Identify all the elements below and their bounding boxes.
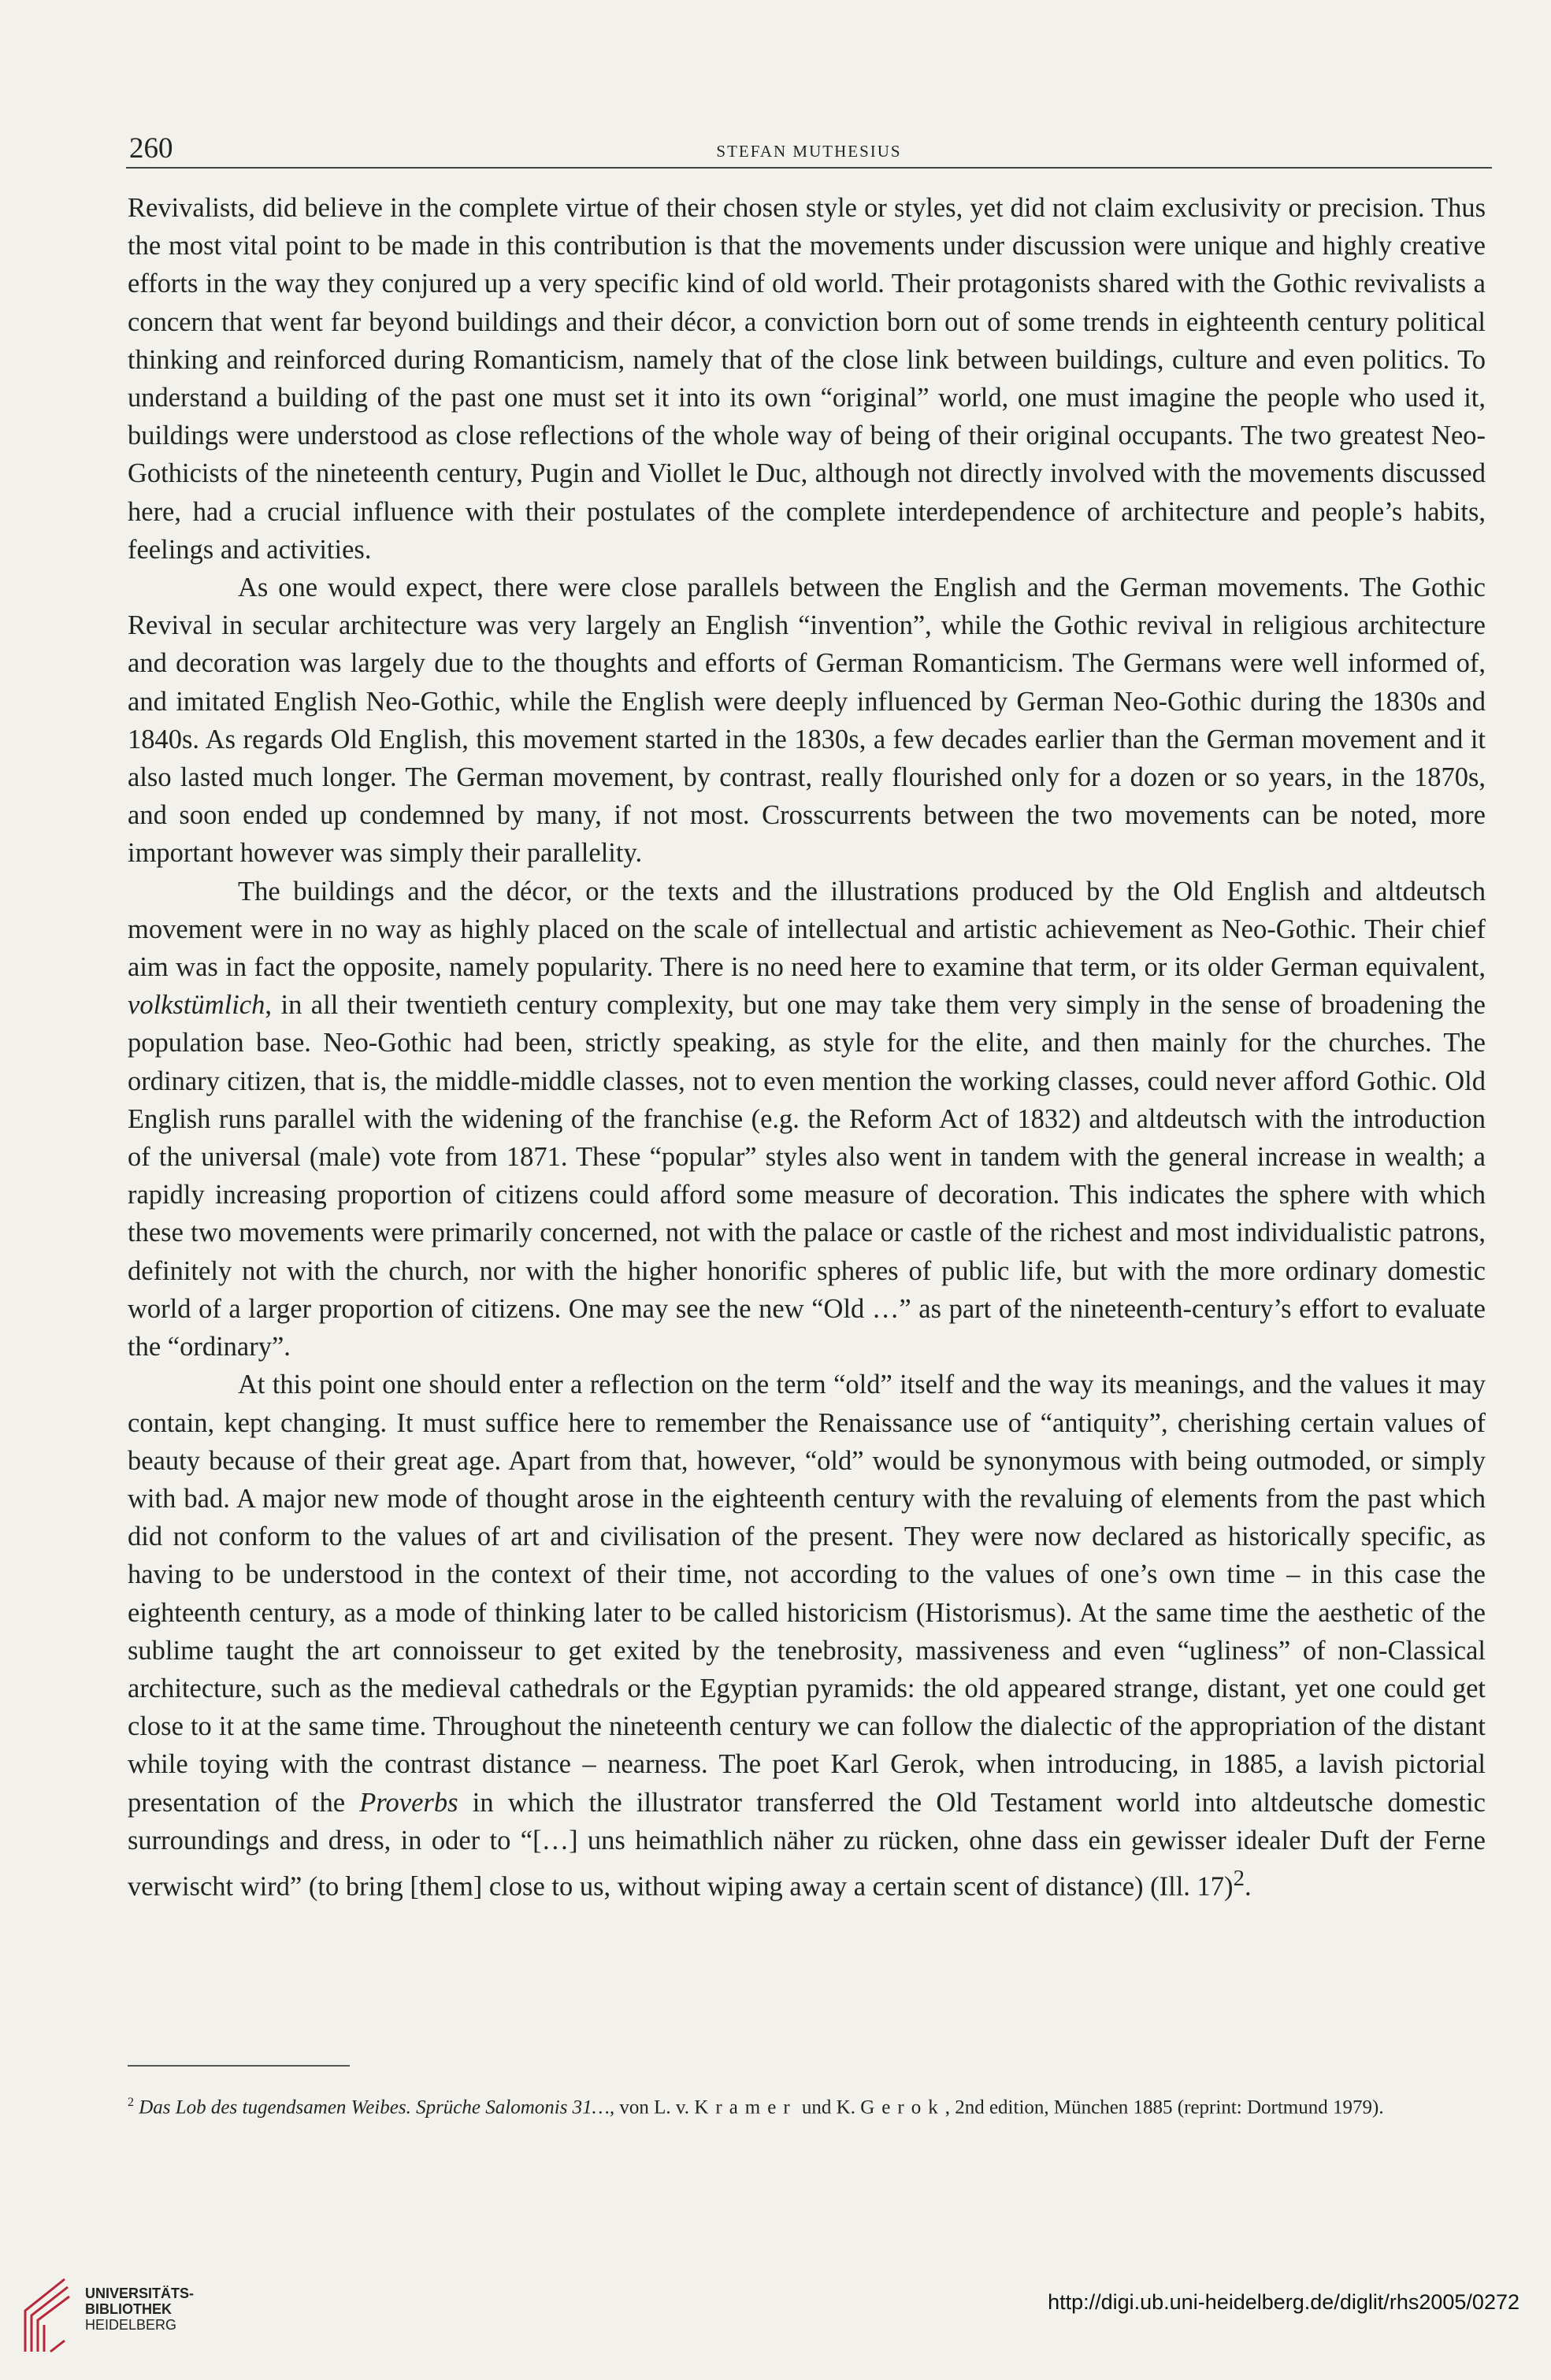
library-name-line-3: HEIDELBERG <box>85 2317 177 2333</box>
page-footer <box>0 2268 1551 2380</box>
paragraph-2-text: As one would expect, there were close parallels between the English and the German movements. The Gothic Revival in secular architecture was very largely an English “invention”, while the Gothic revival in religious architecture and decoration was largely due to the thoughts and efforts of German Romanticism. The Germans were well informed of, and imitated English Neo-Gothic, while the English were deeply influenced by German Neo-Gothic during the 1830s and 1840s. As regards Old English, this movement started in the 1830s, a few decades earlier than the German movement and it also lasted much longer. The German movement, by contrast, really flourished only for a dozen or so years, in the 1870s, and soon ended up condemned by many, if not most. Crosscurrents between the two movements can be noted, more important however was simply their parallelity. <box>128 573 1486 869</box>
footnote-separator <box>128 2065 350 2067</box>
page-number: 260 <box>129 132 173 165</box>
library-name-line-2: BIBLIOTHEK <box>85 2301 172 2317</box>
footnote-text-2: und K. <box>796 2096 861 2119</box>
paragraph-3 <box>128 873 1486 1366</box>
paragraph-3-text-a: The buildings and the décor, or the texts and the illustrations produced by the Old English and altdeutsch movement were in no way as highly placed on the scale of intellectual and artistic achievement as Neo-Gothic. Their chief aim was in fact the opposite, namely popularity. There is no need here to examine that term, or its older German equivalent, <box>128 876 1486 983</box>
paragraph-3-text-b: , in all their twentieth century complexity, but one may take them very simply in the sense of broadening the population base. Neo-Gothic had been, strictly speaking, as style for the elite, and then mainly for the churches. The ordinary citizen, that is, the middle-middle classes, not to even mention the working classes, could never afford Gothic. Old English runs parallel with the widening of the franchise (e.g. the Reform Act of 1832) and altdeutsch with the introduction of the universal (male) vote from 1871. These “popular” styles also went in tandem with the general increase in wealth; a rapidly increasing proportion of citizens could afford some measure of decoration. This indicates the sphere with which these two movements were primarily concerned, not with the palace or castle of the richest and most individualistic patrons, definitely not with the church, nor with the higher honorific spheres of public life, but with the more ordinary domestic world of a larger proportion of citizens. One may see the new “Old …” as part of the nineteenth-century’s effort to evaluate the “ordinary”. <box>128 990 1486 1362</box>
page-header <box>126 131 1492 169</box>
footnote-number: 2 <box>128 2096 134 2109</box>
paragraph-2 <box>128 569 1486 873</box>
footnote-author-1: Kramer <box>694 2096 797 2119</box>
paragraph-1-text: Revivalists, did believe in the complete virtue of their chosen style or styles, yet did not claim exclusivity or precision. Thus the most vital point to be made in this contribution is that the movements under discussion were unique and highly creative efforts in the way they conjured up a very specific kind of old world. Their protagonists shared with the Gothic revivalists a concern that went far beyond buildings and their décor, a conviction born out of some trends in eighteenth century political thinking and reinforced during Romanticism, namely that of the close link between buildings, culture and even politics. To understand a building of the past one must set it into its own “original” world, one must imagine the people who used it, buildings were understood as close reflections of the whole way of being of their original occupants. The two greatest Neo-Gothicists of the nineteenth century, Pugin and Viollet le Duc, although not directly involved with the movements discussed here, had a crucial influence with their postulates of the complete interdependence of architecture and people’s habits, feelings and activities. <box>128 193 1486 565</box>
paragraph-1 <box>128 189 1486 569</box>
italic-term: volkstümlich <box>128 990 265 1021</box>
footnote-text-3: , 2nd edition, München 1885 (reprint: Dortmund 1979). <box>944 2096 1384 2119</box>
footnote-text-1: von L. v. <box>614 2096 695 2119</box>
footnote <box>128 2089 1486 2122</box>
paragraph-4-text-b: in which the illustrator transferred the Old Testament world into altdeutsche domestic surroundings and dress, in oder to “[…] uns heimathlich näher zu rücken, ohne dass ein gewisser idealer Duft der Ferne verwischt wird” (to bring [them] close to us, without wiping away a certain scent of distance) (Ill. 17) <box>128 1787 1486 1902</box>
footnote-title: Das Lob des tugendsamen Weibes. Sprüche Salomonis 31…, <box>139 2096 615 2119</box>
footnote-block <box>128 2065 1486 2122</box>
library-name-line-1: UNIVERSITÄTS- <box>85 2285 195 2301</box>
running-head: STEFAN MUTHESIUS <box>716 142 902 161</box>
paragraph-4-end: . <box>1244 1871 1252 1902</box>
footnote-reference: 2 <box>1233 1865 1245 1891</box>
library-name <box>85 2285 194 2333</box>
paragraph-4 <box>128 1366 1486 1905</box>
library-logo-icon <box>17 2276 72 2355</box>
footnote-author-2: Gerok <box>860 2096 945 2119</box>
paragraph-4-text-a: At this point one should enter a reflection on the term “old” itself and the way its meanings, and the values it may contain, kept changing. It must suffice here to remember the Renaissance use of “antiquity”, cherishing certain values of beauty because of their great age. Apart from that, however, “old” would be synonymous with being outmoded, or simply with bad. A major new mode of thought arose in the eighteenth century with the revaluing of elements from the past which did not conform to the values of art and civilisation of the present. They were now declared as historically specific, as having to be understood in the context of their time, not according to the values of one’s own time – in this case the eighteenth century, as a mode of thinking later to be called historicism (Historismus). At the same time the aesthetic of the sublime taught the art connoisseur to get exited by the tenebrosity, massiveness and even “ugliness” of non-Classical architecture, such as the medieval cathedrals or the Egyptian pyramids: the old appeared strange, distant, yet one could get close to it at the same time. Throughout the nineteenth century we can follow the dialectic of the appropriation of the distant while toying with the contrast distance – nearness. The poet Karl Gerok, when introducing, in 1885, a lavish pictorial presentation of the <box>128 1370 1486 1818</box>
italic-title: Proverbs <box>359 1787 458 1818</box>
body-text <box>128 189 1486 1906</box>
source-url-link[interactable]: http://digi.ub.uni-heidelberg.de/diglit/rhs2005/0272 <box>1048 2290 1519 2314</box>
